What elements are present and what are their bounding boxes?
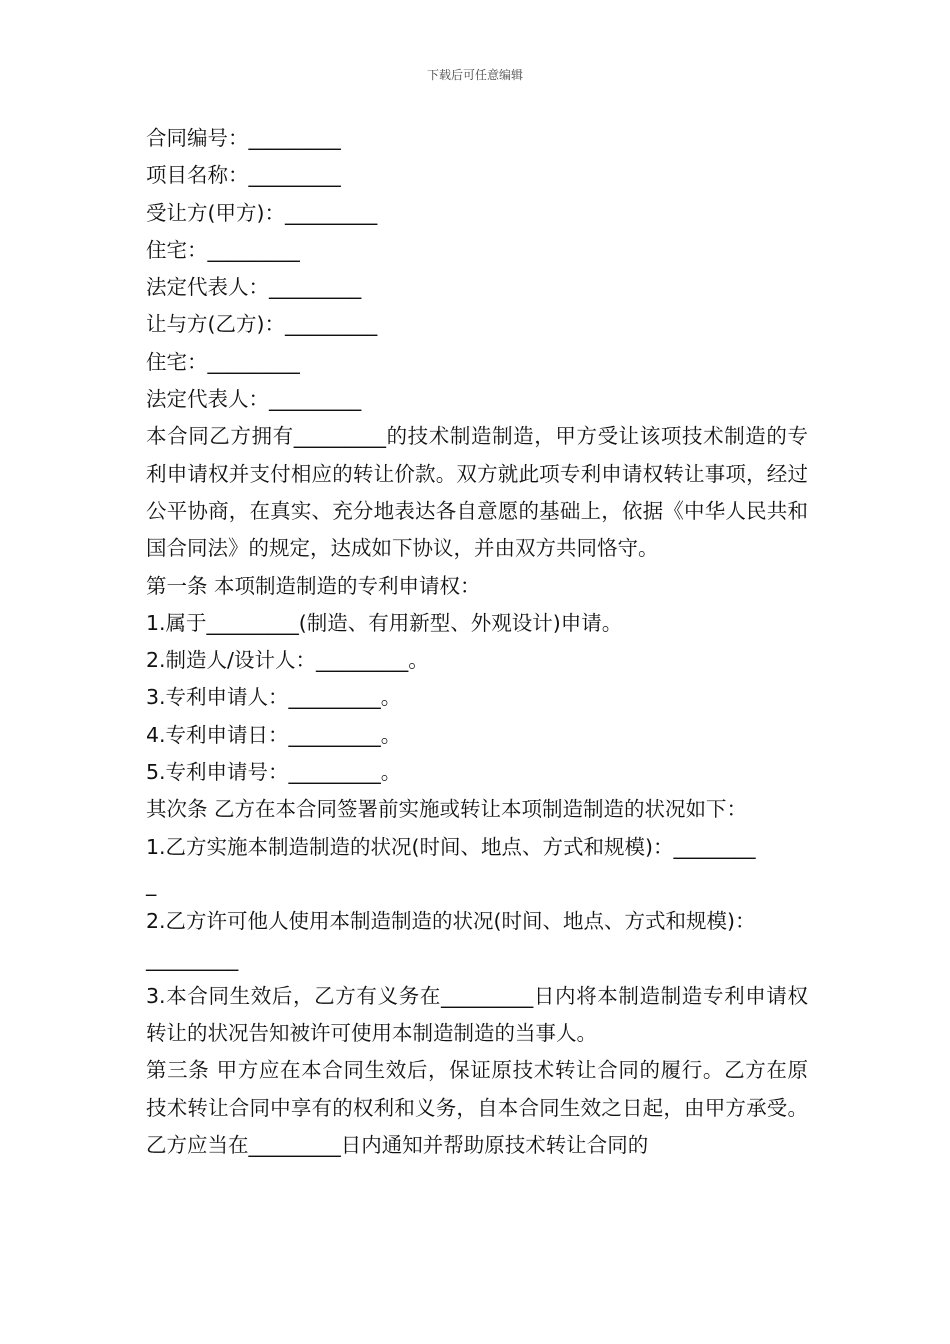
transferor-party-b-field: 让与方(乙方)：_________ — [146, 312, 378, 337]
article-2-item-2-continued: _________ — [146, 946, 239, 971]
party-a-legal-rep-field: 法定代表人：_________ — [146, 275, 362, 300]
article-2-item-2: 2.乙方许可他人使用本制造制造的状况(时间、地点、方式和规模)： — [146, 909, 756, 934]
article-2-item-1-continued: _ — [146, 871, 157, 896]
article-2-item-1: 1.乙方实施本制造制造的状况(时间、地点、方式和规模)：________ — [146, 834, 756, 859]
article-2-item-3: 3.本合同生效后，乙方有义务在_________日内将本制造制造专利申请权转让的状况告知被许可使用本制造制造的当事人。 — [146, 983, 808, 1046]
contract-document — [146, 120, 808, 1164]
party-b-legal-rep-field: 法定代表人：_________ — [146, 387, 362, 412]
article-3-paragraph: 第三条 甲方应在本合同生效后，保证原技术转让合同的履行。乙方在原技术转让合同中享有的权利和义务，自本合同生效之日起，由甲方承受。乙方应当在_________日内通知并帮助原技术转让合同的 — [146, 1058, 808, 1158]
page-header-note: 下载后可任意编辑 — [426, 68, 523, 82]
article-1-item: 3.专利申请人：_________。 — [146, 685, 402, 710]
article-1-title: 第一条 本项制造制造的专利申请权： — [146, 573, 481, 598]
article-1-item: 1.属于_________(制造、有用新型、外观设计)申请。 — [146, 610, 623, 635]
article-1-item: 4.专利申请日：_________。 — [146, 722, 402, 747]
project-name-field: 项目名称：_________ — [146, 163, 341, 188]
party-b-residence-field: 住宅：_________ — [146, 349, 300, 374]
party-a-residence-field: 住宅：_________ — [146, 237, 300, 262]
article-1-item: 5.专利申请号：_________。 — [146, 760, 402, 785]
intro-paragraph: 本合同乙方拥有_________的技术制造制造，甲方受让该项技术制造的专利申请权并支付相应的转让价款。双方就此项专利申请权转让事项，经过公平协商，在真实、充分地表达各自意愿的基础上，依据《中华人民共和国合同法》的规定，达成如下协议，并由双方共同恪守。 — [146, 424, 808, 561]
transferee-party-a-field: 受让方(甲方)：_________ — [146, 200, 378, 225]
article-1-item: 2.制造人/设计人：_________。 — [146, 648, 429, 673]
contract-number-field: 合同编号：_________ — [146, 126, 341, 150]
article-2-title: 其次条 乙方在本合同签署前实施或转让本项制造制造的状况如下： — [146, 797, 748, 822]
